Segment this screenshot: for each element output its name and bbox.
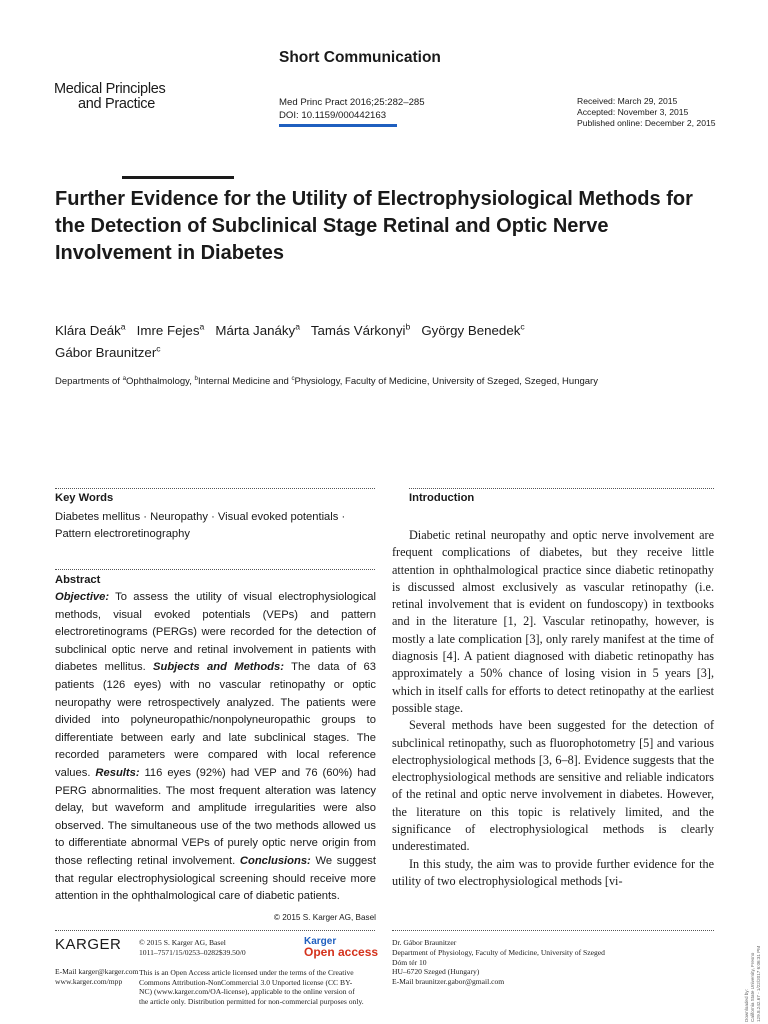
title-rule — [122, 176, 234, 179]
journal-logo — [54, 82, 165, 112]
author-affil-mark: c — [520, 321, 525, 332]
affil-mark: a — [122, 374, 127, 382]
author-affil-mark: a — [295, 321, 300, 332]
footer-divider-right — [392, 930, 714, 931]
copyright-line: © 2015 S. Karger AG, Basel — [139, 938, 226, 947]
author-affil-mark: b — [405, 321, 411, 332]
download-stamp-line: Downloaded by: — [744, 989, 749, 1022]
affil-mark: b — [194, 374, 198, 382]
abstract-methods: The data of 63 patients (126 eyes) with no vascular retinopathy or optic neuropathy were retrospectively analyzed. The patients were divided into polyneuropathic/nonpolyneuropathic groups to differentiate between early and late subclinical stages. The recorded parameters were compared with local reference values. — [55, 661, 376, 779]
contact-city: HU–6720 Szeged (Hungary) — [392, 967, 480, 977]
accepted-date: Accepted: November 3, 2015 — [577, 107, 689, 117]
doi-line — [279, 109, 425, 122]
abstract-conclusions-label: Conclusions: — [239, 854, 311, 867]
author-list — [55, 320, 655, 364]
author-name: Imre Fejes — [136, 323, 200, 338]
abstract-results: 116 eyes (92%) had VEP and 76 (60%) had PERG abnormalities. The most frequent alteration was latency delay, but waveform and amplitude irregularities were also observed. The simultaneous use of the two methods allowed us to differentiate abnormal VEPs of purely optic nerve origin from those reflecting retinal involvement. — [55, 766, 376, 867]
author-affil-mark: a — [199, 321, 205, 332]
doi-underline — [279, 124, 397, 127]
contact-email[interactable]: E-Mail braunitzer.gabor@gmail.com — [392, 977, 505, 987]
abstract-heading: Abstract — [55, 574, 101, 586]
abstract-conclusions: We suggest that regular electrophysiological screening should receive more attention in the ophthalmological care of diabetic patients. — [55, 854, 376, 903]
footer-copyright — [139, 938, 246, 957]
author — [55, 323, 126, 338]
abstract-results-label: Results: — [95, 766, 140, 779]
doi-link[interactable]: 10.1159/000442163 — [301, 110, 387, 121]
author-name: Gábor Braunitzer — [55, 345, 157, 360]
open-access-logo-text: Open access — [304, 945, 379, 959]
affil-text: Ophthalmology, — [126, 376, 195, 387]
download-stamp — [744, 946, 762, 1022]
author — [55, 345, 161, 360]
publisher-email[interactable]: E-Mail karger@karger.com — [55, 967, 139, 976]
article-dates — [577, 96, 716, 129]
citation-block — [279, 96, 425, 122]
keywords-text: Diabetes mellitus · Neuropathy · Visual evoked potentials · Pattern electroretinography — [55, 511, 346, 540]
publisher-web[interactable]: www.karger.com/mpp — [55, 977, 123, 986]
corresponding-author — [392, 938, 605, 987]
introduction-body — [392, 527, 714, 890]
author-affil-mark: c — [156, 343, 161, 354]
keywords-heading: Key Words — [55, 492, 114, 504]
affiliations — [55, 374, 615, 390]
download-stamp-line: California State University, Fresno — [750, 952, 755, 1022]
affil-prefix: Departments of — [55, 376, 123, 387]
doi-label: DOI: — [279, 110, 302, 121]
introduction-paragraph: Diabetic retinal neuropathy and optic nerve involvement are frequent complications of diabetes, but they receive little attention in ophthalmological practice since diabetic retinopathy is discussed almost exclusively as vascular retinopathy (i.e. retinal involvement that is evident on fundoscopy) in textbooks and in the literature [1, 2]. Vascular retinopathy, however, is mostly a late complication [3], only rarely manifest at the time of diagnosis [4]. A patient diagnosed with diabetic retinopathy has approximately a 50% chance of losing vision in 5 years [3], which in itself calls for efforts to detect retinopathy at the earliest possible stage. — [392, 528, 714, 715]
author-name: Tamás Várkonyi — [310, 323, 406, 338]
issn-line: 1011–7571/15/0253–0282$39.50/0 — [139, 947, 246, 957]
contact-address: Dóm tér 10 — [392, 957, 427, 967]
open-access-statement: This is an Open Access article licensed under the terms of the Creative Commons Attribution-NonCommercial 3.0 Unported license (CC BY-NC) (www.karger.com/OA-license), applicable to the online version of the article only. Distribution permitted for non-commercial purposes only. — [139, 968, 364, 1006]
abstract-body — [55, 589, 376, 926]
abstract-divider — [55, 569, 375, 570]
keywords-divider — [55, 488, 375, 489]
footer-divider-left — [55, 930, 375, 931]
author-name: Klára Deák — [55, 323, 121, 338]
abstract-objective: To assess the utility of visual electrophysiological methods, visual evoked potentials (VEPs) and pattern electroretinograms (PERGs) were recorded for the detection of subclinical optic nerve and retinal involvement in patients with diabetes mellitus. — [55, 591, 376, 674]
received-date: Received: March 29, 2015 — [577, 96, 678, 106]
introduction-divider — [409, 488, 714, 489]
open-access-logo-karger: Karger — [304, 936, 337, 947]
introduction-paragraph: Several methods have been suggested for the detection of subclinical retinopathy, such as fluorophotometry [5] and various electrophysiological methods [3, 6–8]. Evidence suggests that the electrophysiological methods are sensitive and reliable indicators of the retinal and optic nerve involvement in diabetes. However, the literature on this topic is relatively limited, and the significance of electrophysiological methods is clearly underestimated. — [392, 718, 714, 854]
contact-name: Dr. Gábor Braunitzer — [392, 938, 457, 947]
download-stamp-line: 129.8.242.67 - 1/22/2017 6:06:31 PM — [756, 945, 761, 1022]
published-date: Published online: December 2, 2015 — [577, 118, 716, 128]
publisher-contact — [55, 967, 138, 987]
open-access-logo — [304, 936, 378, 958]
author — [421, 323, 524, 338]
introduction-paragraph: In this study, the aim was to provide further evidence for the utility of two electrophysiological methods [vi- — [392, 856, 714, 888]
article-title: Further Evidence for the Utility of Electrophysiological Methods for the Detection of Subclinical Stage Retinal and Optic Nerve Involvement in Diabetes — [55, 188, 693, 264]
journal-name-line2: and Practice — [78, 96, 155, 112]
section-label: Short Communication — [279, 49, 441, 66]
affil-mark: c — [291, 374, 295, 382]
author — [215, 323, 300, 338]
author — [311, 323, 410, 338]
author — [137, 323, 205, 338]
introduction-heading: Introduction — [409, 492, 475, 504]
contact-department: Department of Physiology, Faculty of Medicine, University of Szeged — [392, 947, 605, 957]
abstract-objective-label: Objective: — [55, 591, 110, 603]
karger-logo: KARGER — [55, 936, 122, 953]
journal-name-line1: Medical Principles — [54, 81, 166, 97]
abstract-methods-label: Subjects and Methods: — [153, 661, 284, 674]
author-name: Márta Janáky — [215, 323, 296, 338]
citation: Med Princ Pract 2016;25:282–285 — [279, 97, 425, 108]
author-affil-mark: a — [120, 321, 126, 332]
author-name: György Benedek — [421, 323, 521, 338]
affil-text: Internal Medicine and — [197, 376, 292, 387]
abstract-copyright: © 2015 S. Karger AG, Basel — [273, 912, 376, 922]
affil-text: Physiology, Faculty of Medicine, University of Szeged, Szeged, Hungary — [294, 376, 598, 387]
